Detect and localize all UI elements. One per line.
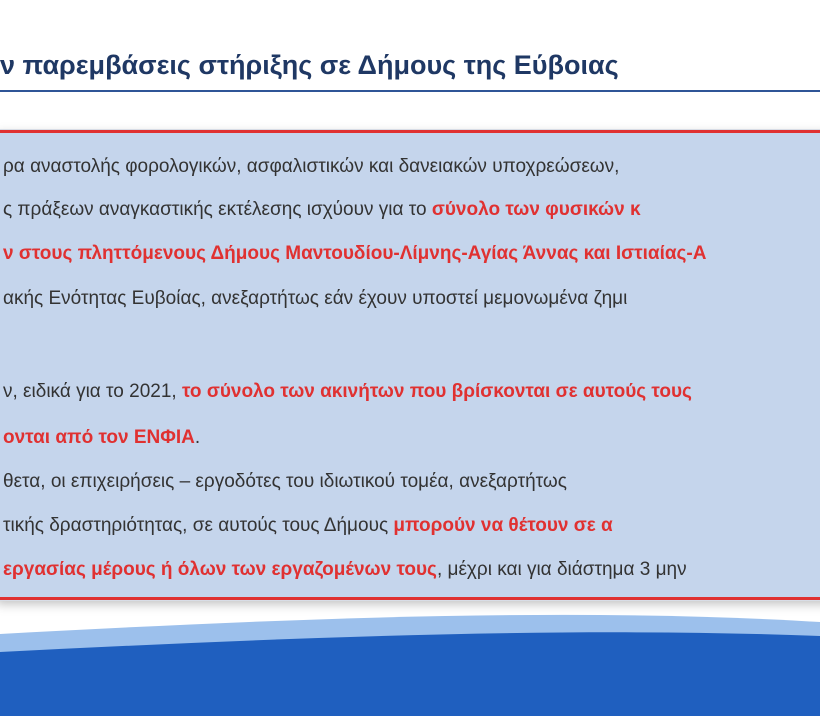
text-line	[3, 422, 200, 454]
body-text: ρα αναστολής φορολογικών, ασφαλιστικών και δανειακών υποχρεώσεων,	[3, 156, 620, 177]
body-text: , μέχρι και για διάστημα 3 μην	[436, 559, 687, 580]
decorative-wave	[0, 600, 820, 716]
highlighted-text: το σύνολο των ακινήτων που βρίσκονται σε αυτούς τους	[181, 381, 692, 402]
body-text: .	[194, 427, 201, 448]
title-divider	[0, 90, 820, 92]
highlighted-text: μπορούν να θέτουν σε α	[393, 515, 613, 536]
text-line	[3, 238, 706, 270]
text-line	[3, 151, 619, 183]
text-line	[3, 194, 641, 226]
highlighted-text: εργασίας μέρους ή όλων των εργαζομένων τους	[3, 559, 437, 580]
body-text: ς πράξεων αναγκαστικής εκτέλεσης ισχύουν για το	[3, 199, 432, 220]
text-line	[3, 554, 687, 586]
text-line	[3, 283, 627, 315]
slide-title: ν παρεμβάσεις στήριξης σε Δήμους της Εύβοιας	[0, 50, 619, 80]
body-text: τικής δραστηριότητας, σε αυτούς τους Δήμους	[3, 515, 394, 536]
body-text: ακής Ενότητας Ευβοίας, ανεξαρτήτως εάν έχουν υποστεί μεμονωμένα ζημι	[3, 288, 628, 309]
highlighted-text: ονται από τον ΕΝΦΙΑ	[3, 427, 195, 448]
body-text: ν, ειδικά για το 2021,	[3, 381, 182, 402]
text-line	[3, 466, 567, 498]
highlighted-text: σύνολο των φυσικών κ	[431, 199, 641, 220]
content-box	[0, 130, 820, 600]
body-text: θετα, οι επιχειρήσεις – εργοδότες του ιδιωτικού τομέα, ανεξαρτήτως	[3, 471, 567, 492]
text-line	[3, 510, 613, 542]
highlighted-text: ν στους πληττόμενους Δήμους Μαντουδίου-Λίμνης-Αγίας Άννας και Ιστιαίας-Α	[3, 243, 707, 264]
text-line	[3, 376, 692, 408]
